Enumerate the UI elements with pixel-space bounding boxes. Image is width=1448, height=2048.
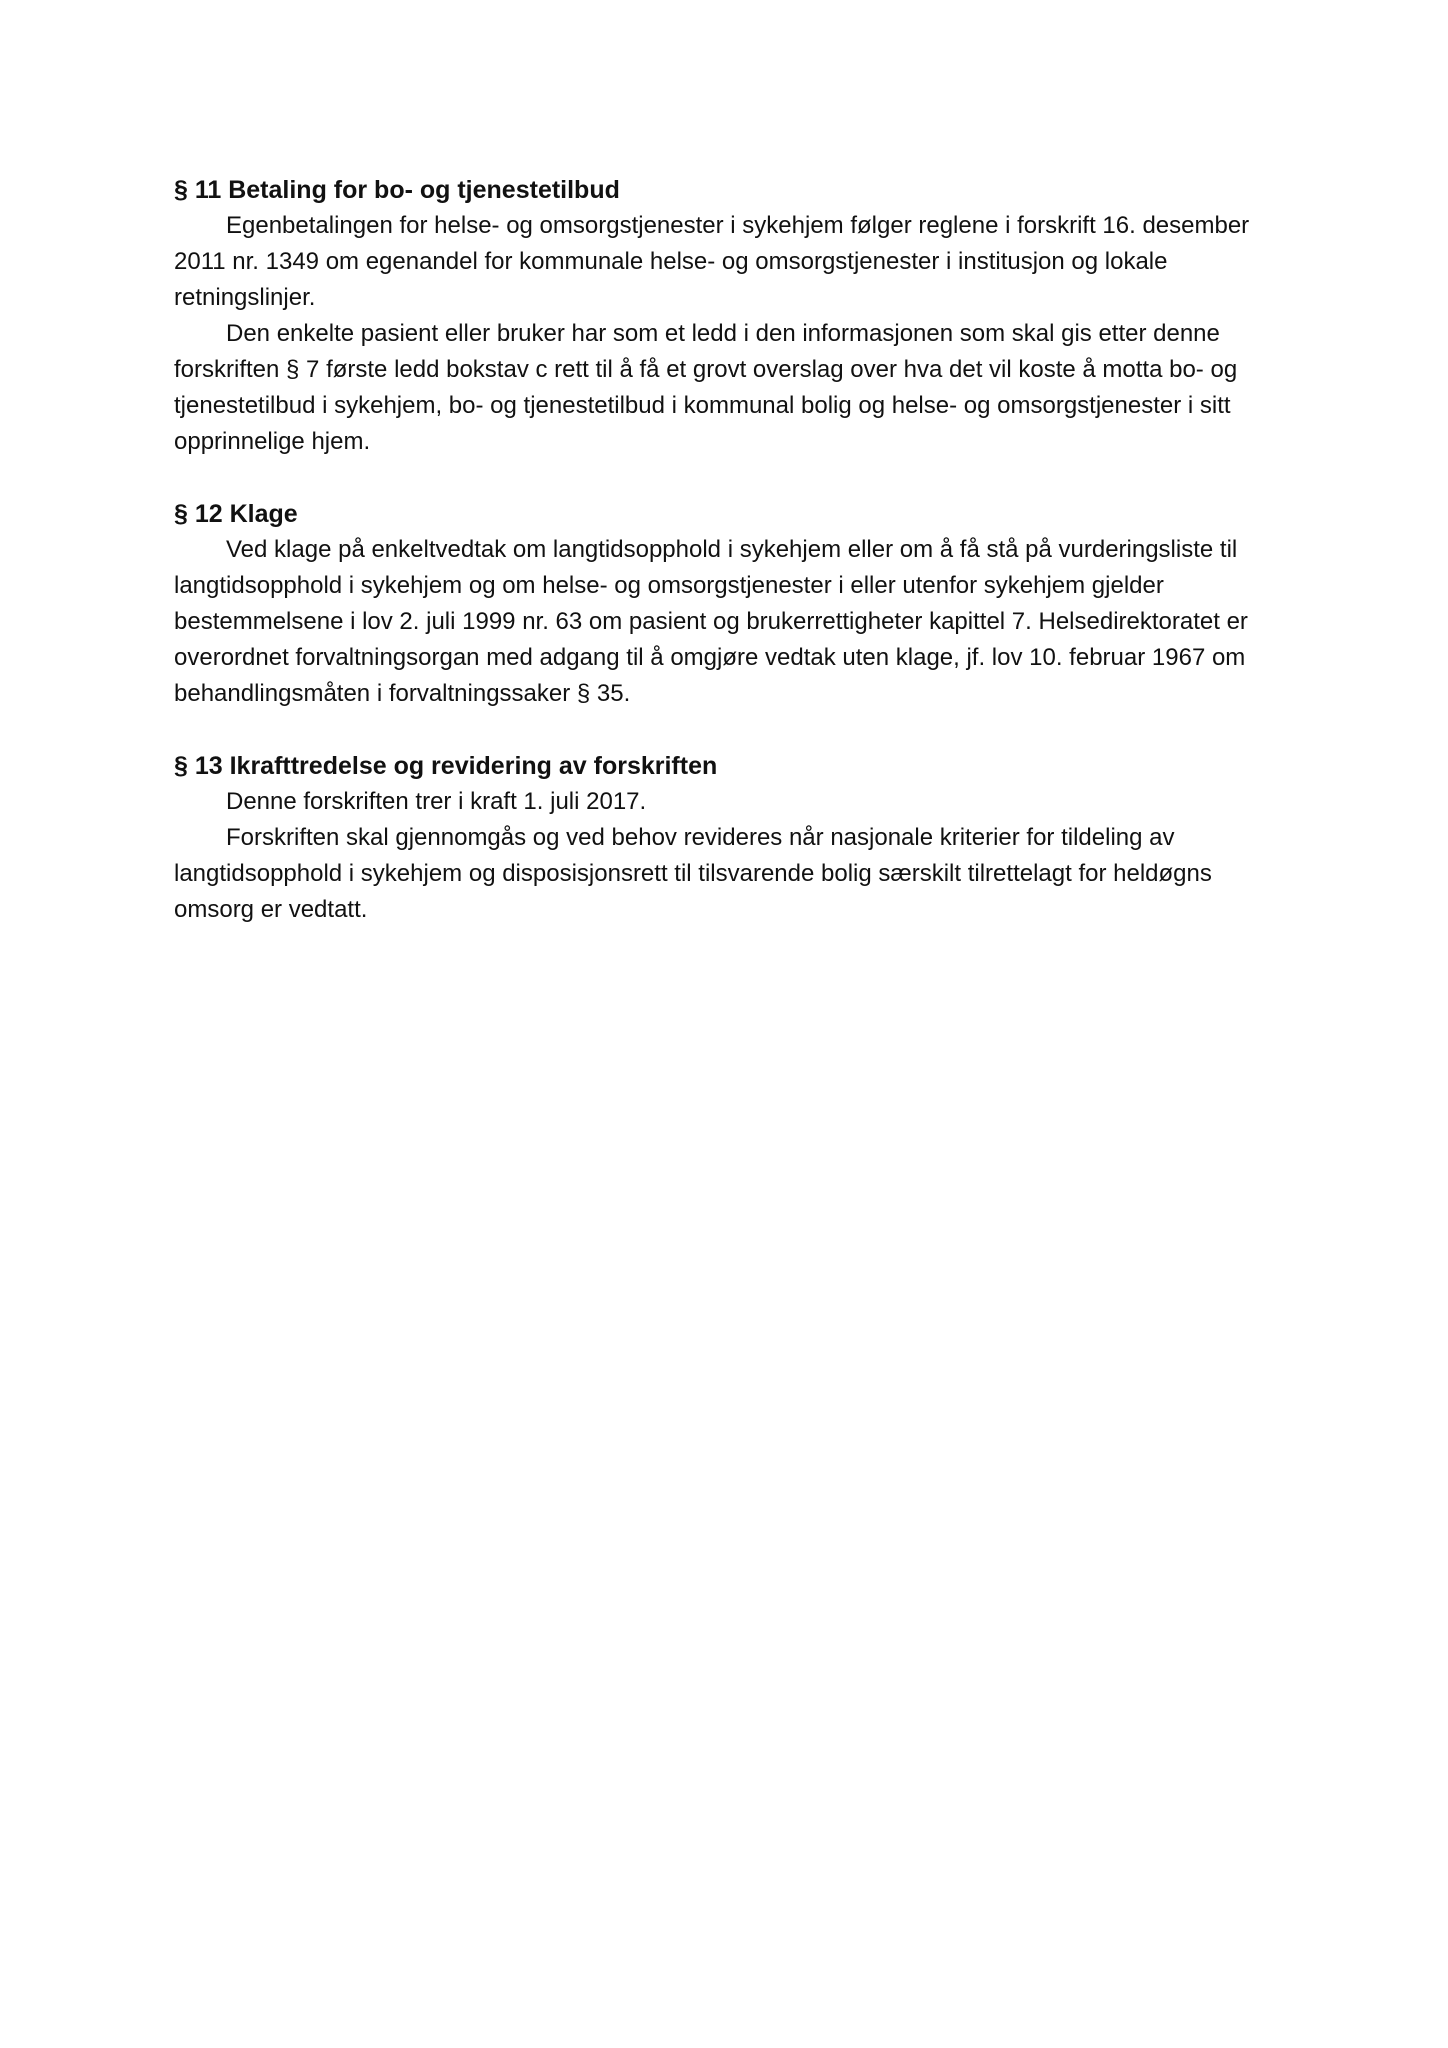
section-heading: § 11 Betaling for bo- og tjenestetilbud [174,176,620,204]
section-heading: § 12 Klage [174,500,298,528]
section-paragraph: Denne forskriften trer i kraft 1. juli 2017. [226,788,647,815]
section-11 [174,172,1294,460]
section-paragraph: Ved klage på enkeltvedtak om langtidsopphold i sykehjem eller om å få stå på vurderingsliste til langtidsopphold i sykehjem og om helse- og omsorgstjenester i eller utenfor sykehjem gjelder bestemmelsene i lov 2. juli 1999 nr. 63 om pasient og brukerrettigheter kapittel 7. Helsedirektoratet er overordnet forvaltningsorgan med adgang til å omgjøre vedtak uten klage, jf. lov 10. februar 1967 om behandlingsmåten i forvaltningssaker § 35. [174,536,1248,707]
section-paragraph: Forskriften skal gjennomgås og ved behov revideres når nasjonale kriterier for tildeling av langtidsopphold i sykehjem og disposisjonsrett til tilsvarende bolig særskilt tilrettelagt for heldøgns omsorg er vedtatt. [174,824,1212,923]
section-heading: § 13 Ikrafttredelse og revidering av forskriften [174,752,718,780]
section-paragraph: Egenbetalingen for helse- og omsorgstjenester i sykehjem følger reglene i forskrift 16. desember 2011 nr. 1349 om egenandel for kommunale helse- og omsorgstjenester i institusjon og lokale retningslinjer. [174,212,1250,311]
section-paragraph: Den enkelte pasient eller bruker har som et ledd i den informasjonen som skal gis etter denne forskriften § 7 første ledd bokstav c rett til å få et grovt overslag over hva det vil koste å motta bo- og tjenestetilbud i sykehjem, bo- og tjenestetilbud i kommunal bolig og helse- og omsorgstjenester i sitt opprinnelige hjem. [174,320,1238,455]
section-12 [174,496,1294,712]
document-content [174,172,1294,964]
section-13 [174,748,1294,928]
